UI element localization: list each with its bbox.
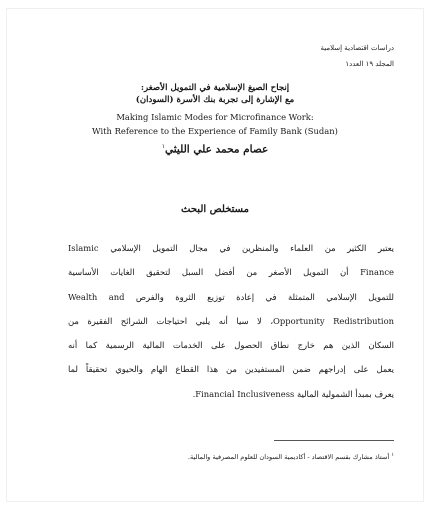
arabic-title-line-2: مع الإشارة إلى تجربة بنك الأسرة (السودان) (135, 95, 295, 105)
title-block (0, 82, 430, 157)
abstract-line: السكان الذين هم خارج نطاق الحصول على الخدمات المالية الرسمية كما أنه (68, 340, 394, 351)
arabic-title-line-1: إنجاح الصيغ الإسلامية في التمويل الأصغر: (140, 83, 290, 93)
author-footnote-marker: ١ (161, 143, 166, 150)
english-title-line-2: With Reference to the Experience of Family Bank (Sudan) (92, 126, 338, 136)
abstract-line: للتمويل الإسلامي المتمثلة في إعادة توزيع الثروة والفرص Wealth and (68, 291, 394, 302)
abstract-line: يعتبر الكثير من العلماء والمنظرين في مجال التمويل الإسلامي Islamic (68, 243, 394, 253)
abstract-line: Finance أن التمويل الأصغر من أفضل السبل لتحقيق الغايات الأساسية (68, 267, 394, 278)
footnote-text: أستاذ مشارك بقسم الاقتصاد - أكاديمية السودان للعلوم المصرفية والمالية. (187, 453, 390, 462)
abstract-body (68, 236, 394, 406)
author (0, 140, 430, 157)
abstract-line: يعمل على إدراجهم ضمن المستفيدين من هذا القطاع الهام والحيوي تحقيقاً لما (68, 364, 394, 375)
journal-name: دراسات اقتصادية إسلامية (320, 44, 394, 52)
footnote-rule (274, 440, 394, 441)
author-name: عصام محمد علي الليثي (165, 143, 269, 156)
english-title-line-1: Making Islamic Modes for Microfinance Work: (116, 112, 314, 122)
footnote (188, 452, 394, 461)
footnote-marker: ١ (391, 452, 394, 458)
abstract-line: Opportunity Redistribution، لا سيا أنه يلبي احتياجات الشرائح الفقيرة من (68, 315, 394, 326)
abstract-line: يعرف بمبدأ الشمولية المالية Financial Inclusiveness. (192, 388, 394, 399)
running-head (320, 40, 394, 72)
abstract-heading: مستخلص البحث (181, 204, 249, 215)
volume-issue: المجلد ١٩ العدد١ (345, 60, 394, 68)
